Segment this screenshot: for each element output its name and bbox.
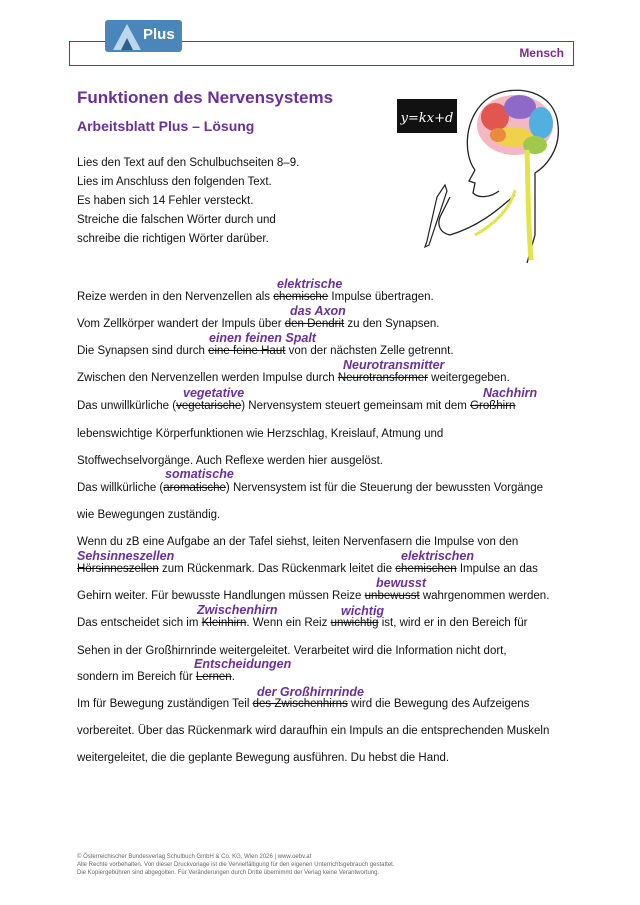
correction-word: der Großhirnrinde	[257, 685, 364, 699]
text-line-7: Stoffwechselvorgänge. Auch Reflexe werden hier ausgelöst.	[77, 455, 384, 467]
correction-word: somatische	[165, 467, 234, 481]
footer-line: Die Kopiergebühren sind abgegolten. Für Veränderungen durch Dritte übernimmt der Verlag keine Verantwortung.	[77, 870, 380, 876]
subject-label: Mensch	[519, 46, 564, 60]
crossed-word: aromatische	[163, 482, 226, 494]
publisher-logo	[105, 20, 182, 52]
correction-word: das Axon	[290, 304, 346, 318]
text-line-13: Das entscheidet sich im Kleinhirn. Wenn ein Reiz unwichtig ist, wird er in den Bereich für	[77, 617, 528, 629]
crossed-word: Neurotransformer	[337, 372, 428, 384]
crossed-word: des Zwischenhirns	[252, 698, 348, 710]
crossed-word: Hörsinneszellen	[77, 563, 159, 575]
intro-line: schreibe die richtigen Wörter darüber.	[77, 233, 269, 245]
text-line-10: Wenn du zB eine Aufgabe an der Tafel siehst, leiten Nervenfasern die Impulse von den	[77, 536, 519, 548]
crossed-word: Großhirn	[470, 400, 516, 412]
correction-word: vegetative	[183, 386, 245, 400]
correction-word: elektrischen	[401, 549, 474, 563]
crossed-word: eine feine Haut	[208, 345, 286, 357]
correction-word: wichtig	[341, 604, 385, 618]
text-line-6: lebenswichtige Körperfunktionen wie Herzschlag, Kreislauf, Atmung und	[77, 428, 444, 440]
text-line-18: weitergeleitet, die die geplante Bewegung ausführen. Du hebst die Hand.	[77, 752, 450, 764]
crossed-word: unbewusst	[364, 590, 420, 602]
correction-word: elektrische	[277, 277, 343, 291]
correction-word: Neurotransmitter	[343, 358, 445, 372]
crossed-word: chemische	[273, 291, 329, 303]
text-line-4: Zwischen den Nervenzellen werden Impulse durch Neurotransformer weitergegeben.	[77, 372, 510, 384]
text-line-16: Im für Bewegung zuständigen Teil des Zwischenhirns wird die Bewegung des Aufzeigens	[77, 698, 530, 710]
copyright-footer	[77, 853, 395, 877]
text-line-8: Das willkürliche (aromatische) Nervensystem ist für die Steuerung der bewussten Vorgänge	[77, 482, 543, 494]
correction-word: bewusst	[376, 576, 427, 590]
brain-illustration	[395, 85, 565, 265]
page-subtitle: Arbeitsblatt Plus – Lösung	[77, 118, 255, 134]
footer-line: Alle Rechte vorbehalten. Von dieser Druckvorlage ist die Vervielfältigung für den eigenen Unterrichtsgebrauch gestattet.	[77, 862, 395, 868]
correction-word: einen feinen Spalt	[209, 331, 316, 345]
text-line-14: Sehen in der Großhirnrinde weitergeleitet. Verarbeitet wird die Information nicht dort,	[77, 645, 507, 657]
correction-word: Entscheidungen	[194, 657, 292, 671]
text-line-2: Vom Zellkörper wandert der Impuls über den Dendrit zu den Synapsen.	[77, 318, 440, 330]
text-line-3: Die Synapsen sind durch eine feine Haut von der nächsten Zelle getrennt.	[77, 345, 454, 357]
crossed-word: den Dendrit	[284, 318, 345, 330]
correction-word: Zwischenhirn	[197, 603, 278, 617]
text-line-5: Das unwillkürliche (vegetarische) Nervensystem steuert gemeinsam mit dem Großhirn	[77, 400, 516, 412]
intro-instructions	[77, 154, 347, 249]
intro-line: Streiche die falschen Wörter durch und	[77, 214, 276, 226]
correction-word: Nachhirn	[483, 386, 538, 400]
crossed-word: unwichtig	[330, 617, 379, 629]
footer-line: © Österreichischer Bundesverlag Schulbuch GmbH & Co. KG, Wien 2026 | www.oebv.at	[77, 854, 312, 860]
head-brain-icon	[395, 85, 565, 265]
text-line-9: wie Bewegungen zuständig.	[77, 509, 221, 521]
text-line-15: sondern im Bereich für Lernen.	[77, 671, 235, 683]
correction-word: Sehsinneszellen	[77, 549, 175, 563]
intro-line: Lies den Text auf den Schulbuchseiten 8–9.	[77, 157, 300, 169]
text-line-12: Gehirn weiter. Für bewusste Handlungen müssen Reize unbewusst wahrgenommen werden.	[77, 590, 550, 602]
crossed-word: vegetarische	[176, 400, 242, 412]
crossed-word: Lernen	[195, 671, 232, 683]
text-line-1: Reize werden in den Nervenzellen als chemische Impulse übertragen.	[77, 291, 434, 303]
text-line-11: Hörsinneszellen zum Rückenmark. Das Rückenmark leitet die chemischen Impulse an das	[77, 563, 538, 575]
text-line-17: vorbereitet. Über das Rückenmark wird daraufhin ein Impuls an die entsprechenden Muskeln	[77, 725, 550, 737]
intro-line: Es haben sich 14 Fehler versteckt.	[77, 195, 254, 207]
board-text: y=kx+d	[400, 111, 454, 126]
crossed-word: Kleinhirn	[201, 617, 247, 629]
intro-line: Lies im Anschluss den folgenden Text.	[77, 176, 272, 188]
crossed-word: chemischen	[395, 563, 457, 575]
logo-text: Plus	[143, 26, 175, 43]
page-title: Funktionen des Nervensystems	[77, 88, 334, 107]
